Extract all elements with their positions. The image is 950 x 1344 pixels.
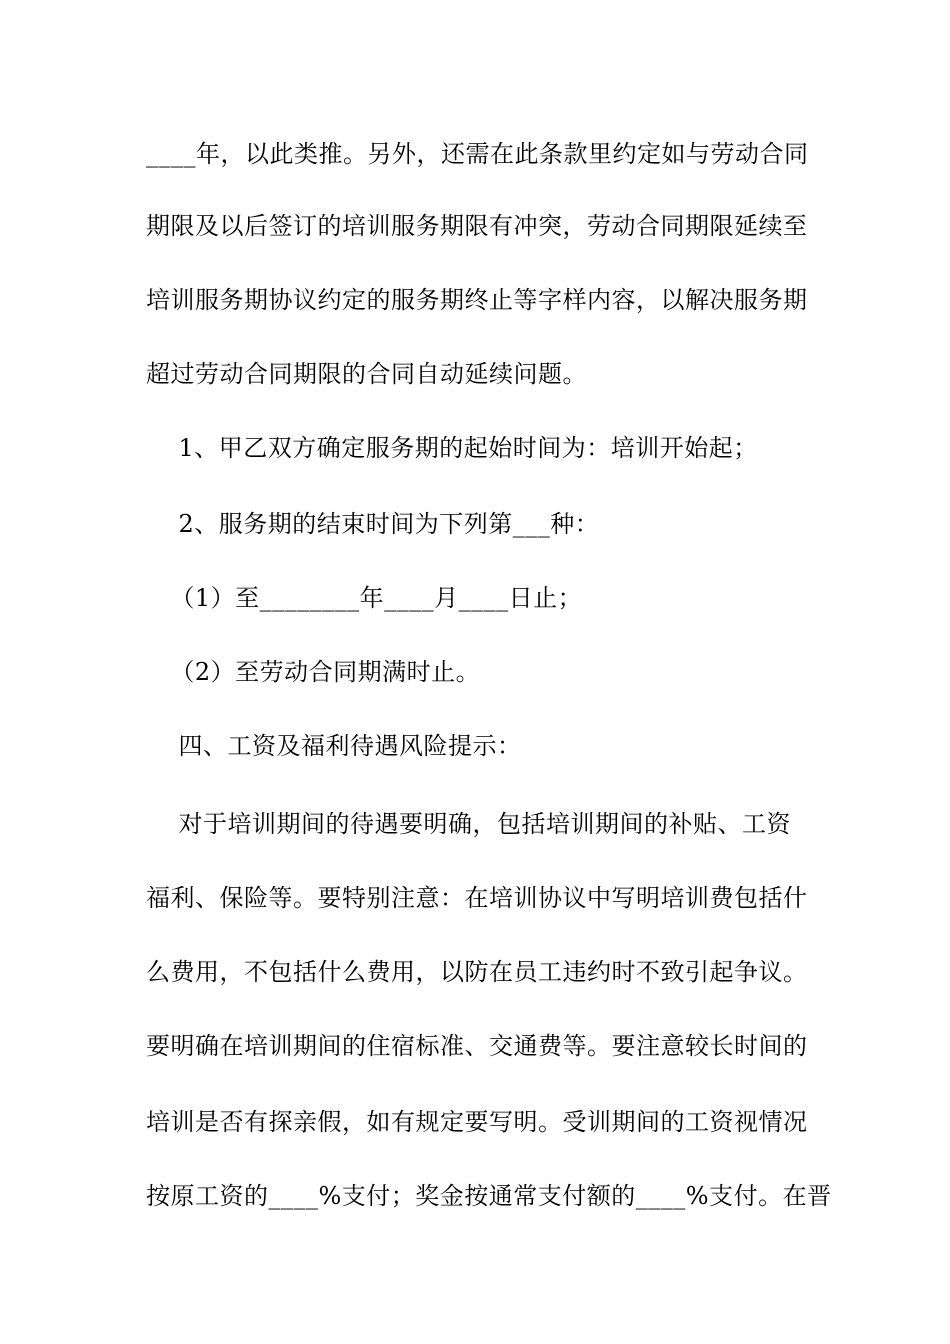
paragraph-line: 福利、保险等。要特别注意：在培训协议中写明培训费包括什	[146, 884, 808, 912]
option-1: （1）至________年____月____日止；	[146, 584, 583, 612]
clause-item-2: 2、服务期的结束时间为下列第___种：	[146, 510, 600, 538]
paragraph-line: 培训是否有探亲假，如有规定要写明。受训期间的工资视情况	[146, 1108, 808, 1136]
option-2: （2）至劳动合同期满时止。	[146, 658, 481, 686]
paragraph-line: 要明确在培训期间的住宿标准、交通费等。要注意较长时间的	[146, 1032, 808, 1060]
clause-item-1: 1、甲乙双方确定服务期的起始时间为：培训开始起；	[146, 434, 758, 462]
paragraph-line: 超过劳动合同期限的合同自动延续问题。	[146, 360, 587, 388]
paragraph-line: 按原工资的____%支付；奖金按通常支付额的____%支付。在晋	[146, 1182, 832, 1210]
paragraph-line: 么费用，不包括什么费用，以防在员工违约时不致引起争议。	[146, 958, 808, 986]
paragraph-line: 对于培训期间的待遇要明确，包括培训期间的补贴、工资	[146, 810, 792, 838]
section-heading: 四、工资及福利待遇风险提示：	[146, 732, 522, 760]
paragraph-line: 培训服务期协议约定的服务期终止等字样内容，以解决服务期	[146, 286, 808, 314]
paragraph-line: 期限及以后签订的培训服务期限有冲突，劳动合同期限延续至	[146, 212, 808, 240]
paragraph-line: ____年，以此类推。另外，还需在此条款里约定如与劳动合同	[146, 140, 809, 168]
